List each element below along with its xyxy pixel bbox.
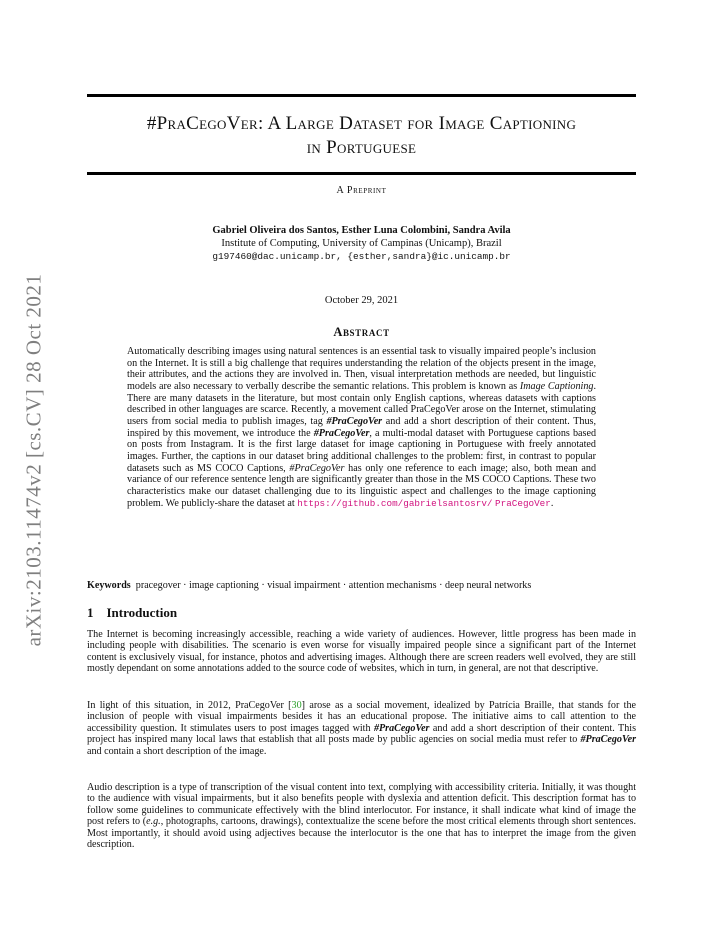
title-top-rule xyxy=(87,94,636,97)
p2-em-2: #PraCegoVer xyxy=(580,734,636,746)
author-emails: g197460@dac.unicamp.br, {esther,sandra}@ic.unicamp.br xyxy=(212,251,511,262)
arxiv-stamp xyxy=(14,250,54,670)
abstract-body xyxy=(127,346,596,509)
keywords-line xyxy=(87,580,636,591)
paper-title xyxy=(87,112,636,160)
keywords-label: Keywords xyxy=(87,580,131,591)
intro-paragraph-3 xyxy=(87,782,636,850)
author-names: Gabriel Oliveira dos Santos, Esther Luna Colombini, Sandra Avila xyxy=(212,225,511,236)
abstract-em-1: Image Captioning xyxy=(519,380,594,392)
section-heading-introduction xyxy=(87,605,177,621)
dataset-link-line1[interactable]: https://github.com/gabrielsantosrv/ xyxy=(297,497,493,509)
paper-title-line2: in Portuguese xyxy=(306,137,417,158)
p2-text-a: In light of this situation, in 2012, PraCegoVer [ xyxy=(87,700,292,711)
abstract-em-4: #PraCegoVer xyxy=(289,462,345,474)
author-affiliation: Institute of Computing, University of Campinas (Unicamp), Brazil xyxy=(221,238,502,249)
abstract-em-2: #PraCegoVer xyxy=(326,415,383,427)
p2-em-1: #PraCegoVer xyxy=(373,722,430,734)
arxiv-stamp-text: arXiv:2103.11474v2 [cs.CV] 28 Oct 2021 xyxy=(21,273,46,647)
abstract-text-3: and add a short description of their content. Thus, inspired by this movement, we introduce the xyxy=(127,415,596,439)
p2-text-d: and contain a short description of the image. xyxy=(87,745,267,757)
intro-paragraph-2 xyxy=(87,700,636,757)
intro-paragraph-1: The Internet is becoming increasingly accessible, reaching a wide variety of audiences. However, little progress has been made in including people with disabilities. The scenario is even worse for visually impaired people since a significant part of the Internet content is exclusively visual, for instance, photos and advertising images. Although there are screen readers well evolved, they are still mostly dependant on some annotations added to the source code of websites, which in turn, in general, are not that descriptive. xyxy=(87,629,636,675)
abstract-text-2: . There are many datasets in the literature, but most contain only English captions, whereas datasets with captions described in other languages are scarce. Recently, a movement called PraCegoVer arose on the Internet, stimulating users from social media to publish images, tag xyxy=(127,380,596,427)
section-title: Introduction xyxy=(106,605,178,620)
title-bottom-rule xyxy=(87,172,636,175)
author-block xyxy=(87,224,636,263)
abstract-end: . xyxy=(550,497,554,509)
p3-em: e.g. xyxy=(146,816,161,828)
section-number: 1 xyxy=(87,605,94,620)
paper-date: October 29, 2021 xyxy=(324,295,399,306)
p3-text-b: , photographs, cartoons, drawings), contextualize the scene before the most critical elements through short sentences. Most importantly, it should avoid using adjectives because the interlocutor is the one that has to interpret the image from the given description. xyxy=(87,816,636,851)
abstract-text-5: has only one reference to each image; also, both mean and variance of our reference sentence length are significantly greater than those in the MS COCO Captions. These two characteristics make our dataset challenging due to its linguistic aspect and challenges to the image captioning problem. We publicly-share the dataset at xyxy=(127,462,597,509)
abstract-heading: Abstract xyxy=(333,325,390,339)
p2-text-b: ] arose as a social movement, idealized by Patrícia Braille, that stands for the inclusion of people with visual impairments besides it has an educational propose. The initiative aims to call attention to the accessibility question. It stimulates users to post images tagged with xyxy=(87,700,636,734)
paper-title-line1: #PraCegoVer: A Large Dataset for Image Captioning xyxy=(146,113,577,134)
preprint-label: A Preprint xyxy=(336,185,387,196)
abstract-text-4: , a multi-modal dataset with Portuguese captions based on posts from Instagram. It is the first large dataset for image captioning in Portuguese with freely annotated images. Further, the captions in our dataset bring additional challenges to the problem: first, in contrast to popular datasets such as MS COCO Captions, xyxy=(127,427,597,474)
abstract-em-3: #PraCegoVer xyxy=(313,427,370,439)
abstract-text-1: Automatically describing images using natural sentences is an essential task to visually impaired people’s inclusion on the Internet. It is still a big challenge that requires understanding the relation of the objects present in the image, their attributes, and the actions they are involved in. Then, visual interpretation methods are needed, but linguistic models are also necessary to verbally describe the semantic relations. This problem is known as xyxy=(127,346,596,392)
p3-text-a: Audio description is a type of transcription of the visual content into text, complying with accessibility criteria. Initially, it was thought to the audience with visual impairments, but it also benefits people with dyslexia and attention deficit. This description format has to follow some guidelines to communicate effectively with the blind interlocutor. For instance, it shall indicate what kind of image the post refers to ( xyxy=(87,782,636,828)
keywords-text: pracegover · image captioning · visual impairment · attention mechanisms · deep neural networks xyxy=(135,580,532,591)
citation-link[interactable]: 30 xyxy=(291,700,302,711)
dataset-link-line2[interactable]: PraCegoVer xyxy=(495,497,551,509)
p2-text-c: and add a short description of their content. This project has inspired many local laws that establish that all posts made by public agencies on social media must refer to xyxy=(87,722,636,746)
